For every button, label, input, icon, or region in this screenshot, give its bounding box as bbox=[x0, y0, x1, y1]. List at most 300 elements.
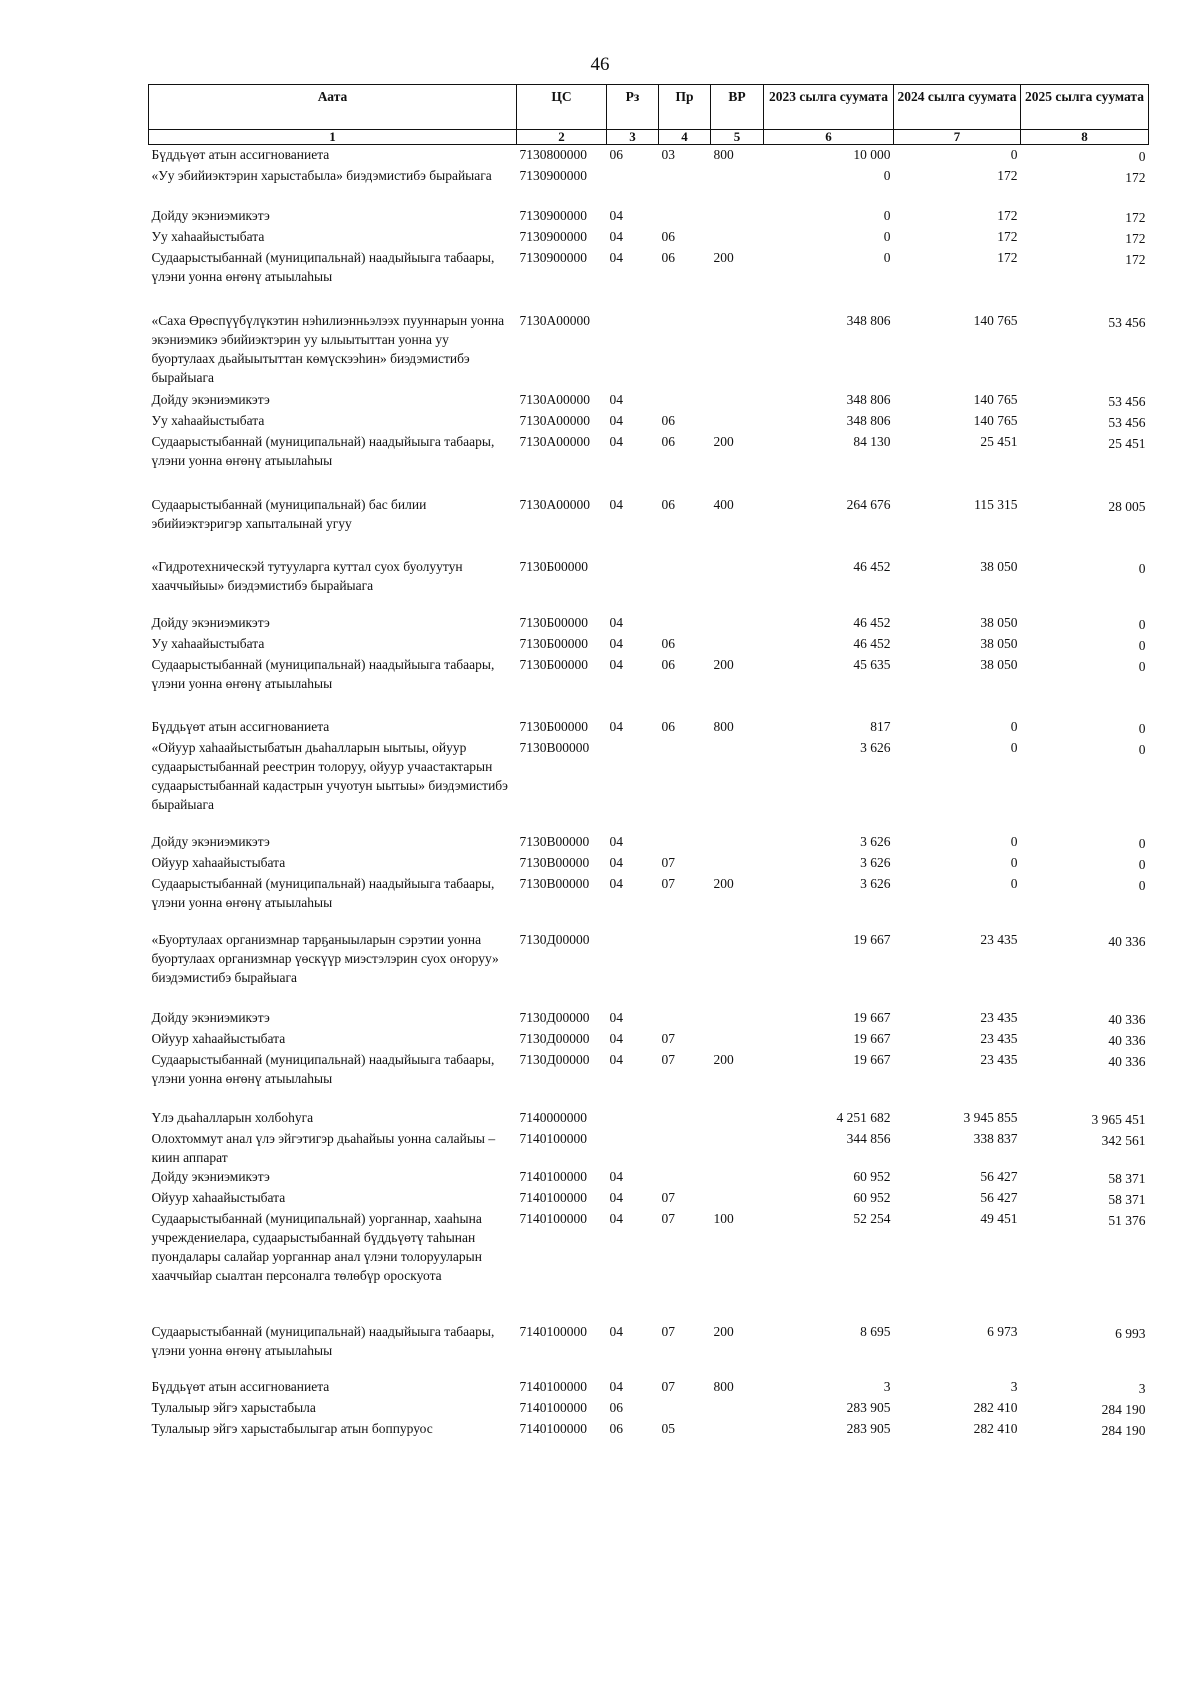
row-cs-code: 7130А00000 bbox=[519, 413, 590, 428]
row-rz-code: 04 bbox=[609, 657, 623, 672]
row-pr-code: 06 bbox=[661, 250, 675, 265]
row-amount-2025-cell bbox=[1021, 411, 1149, 432]
row-pr-code: 07 bbox=[661, 1052, 675, 1067]
row-cs-code: 7130900000 bbox=[519, 229, 587, 244]
table-row bbox=[149, 634, 1149, 655]
row-amount-2024-cell bbox=[894, 613, 1021, 634]
row-pr-code: 07 bbox=[661, 1379, 675, 1394]
row-vr-code: 800 bbox=[713, 147, 734, 162]
row-amount-2024-cell bbox=[894, 557, 1021, 613]
row-amount-2025: 25 451 bbox=[1108, 436, 1146, 451]
row-rz-code: 04 bbox=[609, 1010, 623, 1025]
row-vr-code bbox=[711, 390, 764, 411]
row-amount-2023: 52 254 bbox=[853, 1211, 891, 1226]
row-amount-2023: 19 667 bbox=[853, 1052, 891, 1067]
table-row bbox=[149, 930, 1149, 1008]
row-amount-2024-cell bbox=[894, 495, 1021, 557]
row-amount-2023: 46 452 bbox=[853, 615, 891, 630]
row-amount-2024: 38 050 bbox=[980, 636, 1018, 651]
row-amount-2025-cell bbox=[1021, 1209, 1149, 1322]
row-rz-code: 06 bbox=[609, 1400, 623, 1415]
row-cs-code: 7140100000 bbox=[519, 1131, 587, 1146]
row-amount-2025-cell bbox=[1021, 1322, 1149, 1377]
row-amount-2025-cell bbox=[1021, 874, 1149, 930]
header-2025: 2025 сылга суумата bbox=[1021, 85, 1149, 130]
row-amount-2025-cell bbox=[1021, 1377, 1149, 1398]
row-cs-code: 7140100000 bbox=[519, 1169, 587, 1184]
row-amount-2025: 53 456 bbox=[1108, 315, 1146, 330]
table-row bbox=[149, 390, 1149, 411]
row-amount-2025: 0 bbox=[1138, 638, 1146, 653]
row-amount-2023: 3 626 bbox=[860, 855, 891, 870]
row-vr-code bbox=[711, 832, 764, 853]
table-row bbox=[149, 832, 1149, 853]
row-rz-code bbox=[607, 738, 659, 832]
row-rz-code: 04 bbox=[609, 1379, 623, 1394]
row-amount-2025: 0 bbox=[1138, 836, 1146, 851]
row-name: «Уу эбийиэктэрин харыстабыла» биэдэмистибэ бырайыага bbox=[151, 168, 492, 183]
row-pr-code bbox=[659, 311, 711, 390]
row-pr-code bbox=[659, 613, 711, 634]
row-amount-2025: 0 bbox=[1138, 721, 1146, 736]
row-amount-2023: 817 bbox=[870, 719, 891, 734]
table-row bbox=[149, 495, 1149, 557]
row-cs-code: 7130А00000 bbox=[519, 434, 590, 449]
row-name: Судаарыстыбаннай (муниципальнай) наадыйыыга табаары, үлэни уонна өҥөнү атыылаһыы bbox=[151, 250, 495, 284]
row-cs-code: 7140100000 bbox=[519, 1379, 587, 1394]
row-amount-2025-cell bbox=[1021, 832, 1149, 853]
row-amount-2025-cell bbox=[1021, 145, 1149, 167]
row-amount-2023-cell bbox=[764, 1209, 894, 1322]
table-row bbox=[149, 206, 1149, 227]
row-cs-code: 7130Д00000 bbox=[519, 932, 590, 947]
row-cs-code: 7140100000 bbox=[519, 1324, 587, 1339]
row-name: Дойду экэниэмикэтэ bbox=[151, 208, 270, 223]
row-rz-code: 04 bbox=[609, 876, 623, 891]
row-amount-2024: 0 bbox=[1010, 147, 1018, 162]
header-name: Аата bbox=[149, 85, 517, 130]
row-vr-code bbox=[711, 738, 764, 832]
row-vr-code: 200 bbox=[713, 1324, 734, 1339]
row-amount-2025-cell bbox=[1021, 311, 1149, 390]
row-amount-2025: 28 005 bbox=[1108, 499, 1146, 514]
row-amount-2024: 0 bbox=[1010, 719, 1018, 734]
row-name: Уу хаһаайыстыбата bbox=[151, 413, 265, 428]
row-pr-code: 06 bbox=[661, 657, 675, 672]
row-vr-code bbox=[711, 1108, 764, 1129]
row-cs-code: 7130А00000 bbox=[519, 497, 590, 512]
row-amount-2024-cell bbox=[894, 930, 1021, 1008]
row-amount-2023-cell bbox=[764, 1419, 894, 1455]
row-amount-2023: 46 452 bbox=[853, 636, 891, 651]
table-row bbox=[149, 411, 1149, 432]
row-name: Дойду экэниэмикэтэ bbox=[151, 834, 270, 849]
row-cs-code: 7130900000 bbox=[519, 250, 587, 265]
row-amount-2023: 3 626 bbox=[860, 740, 891, 755]
row-amount-2024-cell bbox=[894, 145, 1021, 167]
row-amount-2025: 0 bbox=[1138, 659, 1146, 674]
row-amount-2023-cell bbox=[764, 495, 894, 557]
table-row bbox=[149, 1050, 1149, 1108]
row-amount-2023: 3 626 bbox=[860, 876, 891, 891]
row-name: Дойду экэниэмикэтэ bbox=[151, 615, 270, 630]
row-rz-code: 04 bbox=[609, 250, 623, 265]
row-pr-code bbox=[659, 1167, 711, 1188]
row-amount-2023: 19 667 bbox=[853, 1031, 891, 1046]
row-amount-2023: 45 635 bbox=[853, 657, 891, 672]
row-cs-code: 7140100000 bbox=[519, 1190, 587, 1205]
row-cs-code: 7130А00000 bbox=[519, 313, 590, 328]
row-amount-2025-cell bbox=[1021, 1050, 1149, 1108]
row-vr-code bbox=[711, 1129, 764, 1167]
table-row bbox=[149, 717, 1149, 738]
row-amount-2025-cell bbox=[1021, 1188, 1149, 1209]
row-amount-2023: 264 676 bbox=[846, 497, 891, 512]
row-pr-code bbox=[659, 390, 711, 411]
row-name: Дойду экэниэмикэтэ bbox=[151, 1169, 270, 1184]
row-amount-2023-cell bbox=[764, 1050, 894, 1108]
header-number: 4 bbox=[659, 130, 711, 145]
header-pr: Пр bbox=[659, 85, 711, 130]
header-row bbox=[149, 85, 1149, 130]
row-amount-2024: 6 973 bbox=[987, 1324, 1018, 1339]
header-cs: ЦС bbox=[517, 85, 607, 130]
row-rz-code: 04 bbox=[609, 229, 623, 244]
row-pr-code bbox=[659, 1129, 711, 1167]
table-row bbox=[149, 557, 1149, 613]
row-rz-code: 04 bbox=[609, 497, 623, 512]
row-cs-code: 7130Б00000 bbox=[519, 719, 589, 734]
row-amount-2023: 0 bbox=[883, 229, 891, 244]
row-name: Дойду экэниэмикэтэ bbox=[151, 1010, 270, 1025]
row-rz-code: 04 bbox=[609, 1190, 623, 1205]
row-amount-2025: 40 336 bbox=[1108, 934, 1146, 949]
row-vr-code bbox=[711, 311, 764, 390]
row-amount-2024-cell bbox=[894, 227, 1021, 248]
row-pr-code bbox=[659, 832, 711, 853]
row-amount-2025-cell bbox=[1021, 1167, 1149, 1188]
row-amount-2023-cell bbox=[764, 411, 894, 432]
row-amount-2024-cell bbox=[894, 432, 1021, 495]
row-amount-2023-cell bbox=[764, 655, 894, 717]
row-amount-2024-cell bbox=[894, 1129, 1021, 1167]
row-amount-2023-cell bbox=[764, 145, 894, 167]
row-amount-2025-cell bbox=[1021, 495, 1149, 557]
row-rz-code: 04 bbox=[609, 1169, 623, 1184]
row-amount-2024: 23 435 bbox=[980, 932, 1018, 947]
row-vr-code bbox=[711, 557, 764, 613]
row-amount-2025: 0 bbox=[1138, 878, 1146, 893]
row-name: Судаарыстыбаннай (муниципальнай) уорганнар, хааһына учреждениелара, судаарыстыбаннай бүддьүөтү таһынан пуондалары салайар уорганнар анал үлэни толорууларын хааччыйар сыалтан персоналга төлөбүр ороскуота bbox=[151, 1211, 482, 1283]
row-amount-2024-cell bbox=[894, 1108, 1021, 1129]
row-amount-2025-cell bbox=[1021, 717, 1149, 738]
row-amount-2023-cell bbox=[764, 1129, 894, 1167]
header-number: 2 bbox=[517, 130, 607, 145]
row-pr-code bbox=[659, 166, 711, 206]
row-amount-2025-cell bbox=[1021, 634, 1149, 655]
row-amount-2025: 342 561 bbox=[1101, 1133, 1146, 1148]
row-amount-2023-cell bbox=[764, 1377, 894, 1398]
row-amount-2023: 0 bbox=[883, 250, 891, 265]
table-row bbox=[149, 1419, 1149, 1455]
row-amount-2025: 40 336 bbox=[1108, 1033, 1146, 1048]
row-amount-2023-cell bbox=[764, 1188, 894, 1209]
row-pr-code: 07 bbox=[661, 1190, 675, 1205]
row-amount-2024: 140 765 bbox=[973, 392, 1018, 407]
row-amount-2023-cell bbox=[764, 1322, 894, 1377]
table-row bbox=[149, 1129, 1149, 1167]
row-vr-code bbox=[711, 166, 764, 206]
row-amount-2023: 344 856 bbox=[846, 1131, 891, 1146]
row-amount-2024-cell bbox=[894, 166, 1021, 206]
table-row bbox=[149, 613, 1149, 634]
header-number: 3 bbox=[607, 130, 659, 145]
row-cs-code: 7130Б00000 bbox=[519, 559, 589, 574]
row-cs-code: 7130Б00000 bbox=[519, 636, 589, 651]
row-amount-2024-cell bbox=[894, 1322, 1021, 1377]
row-amount-2025: 172 bbox=[1125, 252, 1146, 267]
row-vr-code: 200 bbox=[713, 250, 734, 265]
row-amount-2025: 0 bbox=[1138, 149, 1146, 164]
row-amount-2025: 53 456 bbox=[1108, 415, 1146, 430]
row-pr-code: 07 bbox=[661, 876, 675, 891]
table-row bbox=[149, 874, 1149, 930]
row-rz-code bbox=[607, 166, 659, 206]
row-pr-code: 07 bbox=[661, 1211, 675, 1226]
row-amount-2025: 58 371 bbox=[1108, 1171, 1146, 1186]
row-name: Олохтоммут анал үлэ эйгэтигэр дьаһайыы уонна салайыы – киин аппарат bbox=[151, 1131, 496, 1165]
row-rz-code bbox=[607, 930, 659, 1008]
row-amount-2025-cell bbox=[1021, 1008, 1149, 1029]
row-amount-2024-cell bbox=[894, 717, 1021, 738]
table-row bbox=[149, 1377, 1149, 1398]
table-row bbox=[149, 166, 1149, 206]
row-pr-code bbox=[659, 930, 711, 1008]
table-body bbox=[149, 145, 1149, 1456]
row-pr-code: 06 bbox=[661, 434, 675, 449]
row-amount-2023: 348 806 bbox=[846, 413, 891, 428]
row-amount-2024: 49 451 bbox=[980, 1211, 1018, 1226]
row-amount-2024: 23 435 bbox=[980, 1052, 1018, 1067]
row-amount-2025: 0 bbox=[1138, 617, 1146, 632]
row-rz-code: 04 bbox=[609, 855, 623, 870]
row-amount-2023: 3 626 bbox=[860, 834, 891, 849]
row-name: Тулалыыр эйгэ харыстабыла bbox=[151, 1400, 316, 1415]
row-name: Судаарыстыбаннай (муниципальнай) наадыйыыга табаары, үлэни уонна өҥөнү атыылаһыы bbox=[151, 876, 495, 910]
row-pr-code bbox=[659, 1398, 711, 1419]
row-amount-2023: 10 000 bbox=[853, 147, 891, 162]
row-pr-code bbox=[659, 1108, 711, 1129]
row-amount-2023: 8 695 bbox=[860, 1324, 891, 1339]
row-pr-code: 06 bbox=[661, 229, 675, 244]
row-amount-2024-cell bbox=[894, 1050, 1021, 1108]
row-cs-code: 7130Д00000 bbox=[519, 1031, 590, 1046]
header-2024: 2024 сылга суумата bbox=[894, 85, 1021, 130]
row-rz-code: 04 bbox=[609, 1031, 623, 1046]
row-rz-code: 04 bbox=[609, 208, 623, 223]
row-pr-code: 06 bbox=[661, 719, 675, 734]
row-amount-2023-cell bbox=[764, 1108, 894, 1129]
row-amount-2023-cell bbox=[764, 874, 894, 930]
row-name: Судаарыстыбаннай (муниципальнай) бас билии эбийиэктэригэр хапыталынай угуу bbox=[151, 497, 427, 531]
row-amount-2025-cell bbox=[1021, 655, 1149, 717]
row-amount-2024-cell bbox=[894, 655, 1021, 717]
row-pr-code bbox=[659, 557, 711, 613]
row-amount-2025-cell bbox=[1021, 557, 1149, 613]
row-amount-2024: 0 bbox=[1010, 876, 1018, 891]
row-amount-2023: 46 452 bbox=[853, 559, 891, 574]
row-amount-2024-cell bbox=[894, 1209, 1021, 1322]
row-rz-code bbox=[607, 1129, 659, 1167]
row-vr-code: 800 bbox=[713, 1379, 734, 1394]
row-cs-code: 7130Д00000 bbox=[519, 1052, 590, 1067]
row-pr-code: 05 bbox=[661, 1421, 675, 1436]
row-amount-2025-cell bbox=[1021, 227, 1149, 248]
row-amount-2023-cell bbox=[764, 1008, 894, 1029]
row-amount-2024-cell bbox=[894, 206, 1021, 227]
row-amount-2025-cell bbox=[1021, 613, 1149, 634]
row-amount-2023: 348 806 bbox=[846, 313, 891, 328]
row-name: Бүддьүөт атын ассигнованиета bbox=[151, 147, 330, 162]
row-amount-2025-cell bbox=[1021, 432, 1149, 495]
row-amount-2024: 3 945 855 bbox=[963, 1110, 1018, 1125]
row-name: Ойуур хаһаайыстыбата bbox=[151, 855, 286, 870]
row-pr-code bbox=[659, 738, 711, 832]
row-amount-2025: 0 bbox=[1138, 742, 1146, 757]
row-rz-code bbox=[607, 557, 659, 613]
row-amount-2024: 282 410 bbox=[973, 1421, 1018, 1436]
row-cs-code: 7130В00000 bbox=[519, 855, 590, 870]
row-rz-code: 04 bbox=[609, 392, 623, 407]
row-amount-2024-cell bbox=[894, 1167, 1021, 1188]
row-name: Судаарыстыбаннай (муниципальнай) наадыйыыга табаары, үлэни уонна өҥөнү атыылаһыы bbox=[151, 657, 495, 691]
table-row bbox=[149, 1108, 1149, 1129]
row-vr-code bbox=[711, 1008, 764, 1029]
row-cs-code: 7140100000 bbox=[519, 1211, 587, 1226]
row-amount-2025-cell bbox=[1021, 1108, 1149, 1129]
row-amount-2024-cell bbox=[894, 390, 1021, 411]
row-amount-2024-cell bbox=[894, 738, 1021, 832]
row-amount-2023: 283 905 bbox=[846, 1400, 891, 1415]
row-amount-2023: 3 bbox=[883, 1379, 891, 1394]
row-name: Уу хаһаайыстыбата bbox=[151, 636, 265, 651]
row-vr-code bbox=[711, 853, 764, 874]
row-cs-code: 7140100000 bbox=[519, 1421, 587, 1436]
row-amount-2025-cell bbox=[1021, 738, 1149, 832]
row-name: Ойуур хаһаайыстыбата bbox=[151, 1031, 286, 1046]
row-amount-2023: 60 952 bbox=[853, 1190, 891, 1205]
row-amount-2024: 0 bbox=[1010, 855, 1018, 870]
row-amount-2024: 140 765 bbox=[973, 313, 1018, 328]
row-amount-2024: 140 765 bbox=[973, 413, 1018, 428]
row-amount-2025: 3 965 451 bbox=[1091, 1112, 1146, 1127]
row-cs-code: 7130В00000 bbox=[519, 834, 590, 849]
row-rz-code: 04 bbox=[609, 719, 623, 734]
row-amount-2025: 172 bbox=[1125, 231, 1146, 246]
row-amount-2023: 60 952 bbox=[853, 1169, 891, 1184]
row-amount-2025: 3 bbox=[1138, 1381, 1146, 1396]
row-vr-code bbox=[711, 634, 764, 655]
row-cs-code: 7130900000 bbox=[519, 168, 587, 183]
row-vr-code: 200 bbox=[713, 1052, 734, 1067]
row-name: «Саха Өрөспүүбүлүкэтин нэһилиэнньэлээх пууннарын уонна экэниэмикэ эбийиэктэрин уу ылыытыттан уонна уу буортулаах дьайыытыттан көмүскээһин» биэдэмистибэ бырайыага bbox=[151, 313, 505, 385]
row-amount-2025: 0 bbox=[1138, 857, 1146, 872]
row-amount-2024-cell bbox=[894, 832, 1021, 853]
table-row bbox=[149, 1209, 1149, 1322]
row-amount-2025-cell bbox=[1021, 166, 1149, 206]
row-pr-code: 07 bbox=[661, 1324, 675, 1339]
row-rz-code: 04 bbox=[609, 636, 623, 651]
row-vr-code: 200 bbox=[713, 434, 734, 449]
table-row bbox=[149, 145, 1149, 167]
table-row bbox=[149, 248, 1149, 311]
row-amount-2024-cell bbox=[894, 411, 1021, 432]
row-amount-2025-cell bbox=[1021, 1129, 1149, 1167]
row-name: Бүддьүөт атын ассигнованиета bbox=[151, 719, 330, 734]
table-row bbox=[149, 655, 1149, 717]
row-amount-2024: 172 bbox=[997, 208, 1018, 223]
row-amount-2023-cell bbox=[764, 613, 894, 634]
row-amount-2024: 56 427 bbox=[980, 1169, 1018, 1184]
row-name: Судаарыстыбаннай (муниципальнай) наадыйыыга табаары, үлэни уонна өҥөнү атыылаһыы bbox=[151, 1052, 495, 1086]
row-cs-code: 7140000000 bbox=[519, 1110, 587, 1125]
row-name: Бүддьүөт атын ассигнованиета bbox=[151, 1379, 330, 1394]
row-cs-code: 7130В00000 bbox=[519, 876, 590, 891]
row-amount-2023-cell bbox=[764, 930, 894, 1008]
row-amount-2024: 0 bbox=[1010, 740, 1018, 755]
row-vr-code bbox=[711, 930, 764, 1008]
row-amount-2025: 172 bbox=[1125, 170, 1146, 185]
row-amount-2025-cell bbox=[1021, 1419, 1149, 1455]
row-amount-2023-cell bbox=[764, 557, 894, 613]
header-number: 1 bbox=[149, 130, 517, 145]
row-amount-2025-cell bbox=[1021, 1398, 1149, 1419]
row-amount-2023-cell bbox=[764, 738, 894, 832]
row-vr-code: 400 bbox=[713, 497, 734, 512]
row-amount-2024: 115 315 bbox=[974, 497, 1018, 512]
row-amount-2024-cell bbox=[894, 1419, 1021, 1455]
row-amount-2023-cell bbox=[764, 166, 894, 206]
table-row bbox=[149, 1167, 1149, 1188]
row-amount-2024-cell bbox=[894, 311, 1021, 390]
header-number: 7 bbox=[894, 130, 1021, 145]
header-number-row bbox=[149, 130, 1149, 145]
row-amount-2025-cell bbox=[1021, 930, 1149, 1008]
table-row bbox=[149, 1322, 1149, 1377]
row-amount-2024: 172 bbox=[997, 250, 1018, 265]
row-amount-2023-cell bbox=[764, 432, 894, 495]
row-amount-2024-cell bbox=[894, 1377, 1021, 1398]
table-row bbox=[149, 311, 1149, 390]
row-pr-code: 03 bbox=[661, 147, 675, 162]
row-name: Уу хаһаайыстыбата bbox=[151, 229, 265, 244]
row-cs-code: 7140100000 bbox=[519, 1400, 587, 1415]
row-amount-2024: 25 451 bbox=[980, 434, 1018, 449]
row-amount-2025: 58 371 bbox=[1108, 1192, 1146, 1207]
row-rz-code: 04 bbox=[609, 1211, 623, 1226]
row-rz-code: 04 bbox=[609, 1052, 623, 1067]
row-amount-2025: 284 190 bbox=[1101, 1423, 1146, 1438]
row-amount-2024: 38 050 bbox=[980, 559, 1018, 574]
row-pr-code bbox=[659, 1008, 711, 1029]
row-amount-2023-cell bbox=[764, 634, 894, 655]
row-amount-2024: 338 837 bbox=[973, 1131, 1018, 1146]
row-pr-code: 06 bbox=[661, 636, 675, 651]
table-row bbox=[149, 432, 1149, 495]
row-cs-code: 7130Б00000 bbox=[519, 615, 589, 630]
row-amount-2024: 38 050 bbox=[980, 615, 1018, 630]
row-amount-2023-cell bbox=[764, 390, 894, 411]
